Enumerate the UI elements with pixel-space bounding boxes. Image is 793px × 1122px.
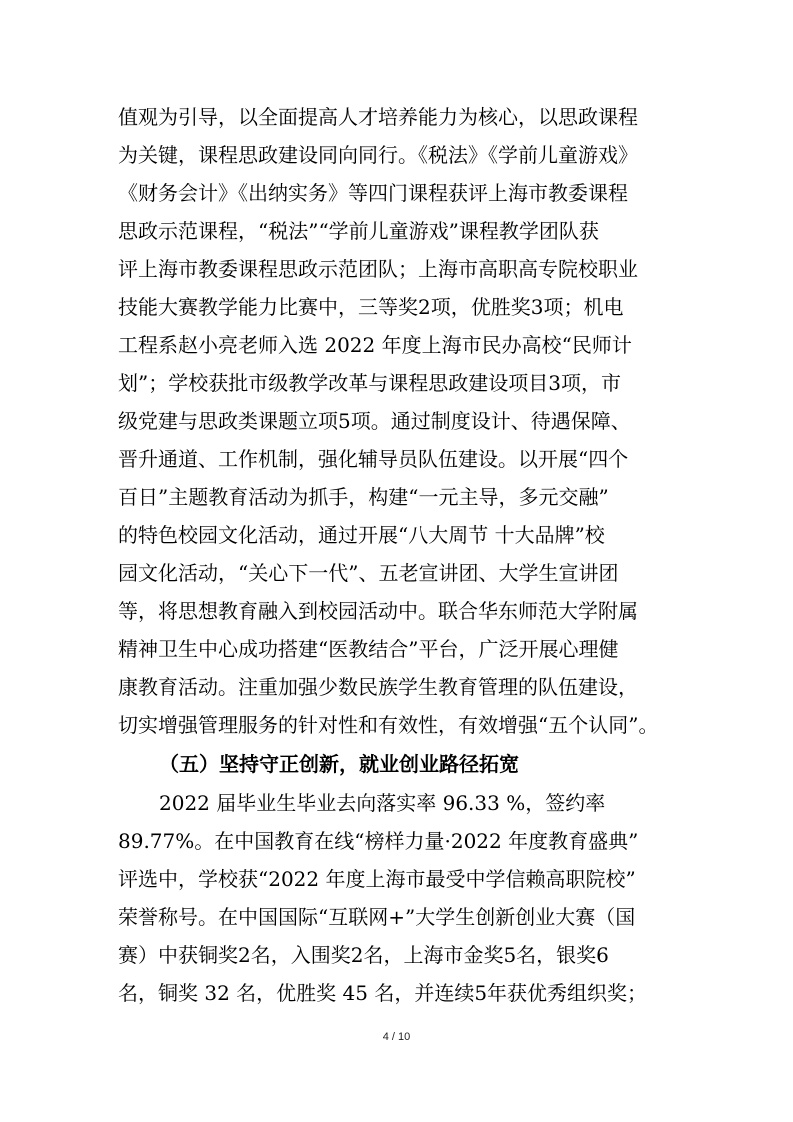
- paragraph-line: 切实增强管理服务的针对性和有效性，有效增强“五个认同”。: [118, 713, 659, 737]
- paragraph-line: 荣誉称号。在中国国际“互联网+”大学生创新创业大赛（国: [118, 905, 636, 929]
- paragraph-line: 康教育活动。注重加强少数民族学生教育管理的队伍建设，: [118, 675, 638, 699]
- paragraph-line: 思政示范课程，“税法”“学前儿童游戏”课程教学团队获: [118, 219, 599, 243]
- paragraph-line: 划”；学校获批市级教学改革与课程思政建设项目3项，市: [118, 371, 621, 395]
- paragraph-line: 值观为引导，以全面提高人才培养能力为核心，以思政课程: [118, 105, 638, 129]
- section-heading: （五）坚持守正创新，就业创业路径拓宽: [159, 752, 519, 776]
- paragraph-line: 工程系赵小亮老师入选 2022 年度上海市民办高校“民师计: [118, 333, 632, 357]
- page-number: 4 / 10: [382, 1031, 411, 1043]
- paragraph-line: 名，铜奖 32 名，优胜奖 45 名，并连续5年获优秀组织奖；: [118, 981, 648, 1005]
- paragraph-line: 《财务会计》《出纳实务》等四门课程获评上海市教委课程: [118, 181, 628, 205]
- paragraph-line: 89.77%。在中国教育在线“榜样力量·2022 年度教育盛典”: [118, 829, 639, 853]
- paragraph-line: 级党建与思政类课题立项5项。通过制度设计、待遇保障、: [118, 409, 631, 433]
- paragraph-line: 技能大赛教学能力比赛中，三等奖2项，优胜奖3项；机电: [118, 295, 624, 319]
- paragraph-line: 的特色校园文化活动，通过开展“八大周节 十大品牌”校: [118, 523, 605, 547]
- paragraph-line: 园文化活动，“关心下一代”、五老宣讲团、大学生宣讲团: [118, 561, 619, 585]
- paragraph-line: 2022 届毕业生毕业去向落实率 96.33 %，签约率: [159, 791, 606, 815]
- paragraph-line: 评选中，学校获“2022 年度上海市最受中学信赖高职院校”: [118, 867, 636, 891]
- paragraph-line: 百日”主题教育活动为抓手，构建“一元主导，多元交融”: [118, 485, 609, 509]
- paragraph-line: 晋升通道、工作机制，强化辅导员队伍建设。以开展“四个: [118, 447, 629, 471]
- paragraph-line: 等，将思想教育融入到校园活动中。联合华东师范大学附属: [118, 599, 638, 623]
- paragraph-line: 赛）中获铜奖2名，入围奖2名，上海市金奖5名，银奖6: [118, 943, 609, 967]
- paragraph-line: 为关键，课程思政建设同向同行。《税法》《学前儿童游戏》: [118, 143, 638, 167]
- paragraph-line: 精神卫生中心成功搭建“医教结合”平台，广泛开展心理健: [118, 637, 619, 661]
- paragraph-line: 评上海市教委课程思政示范团队；上海市高职高专院校职业: [118, 257, 638, 281]
